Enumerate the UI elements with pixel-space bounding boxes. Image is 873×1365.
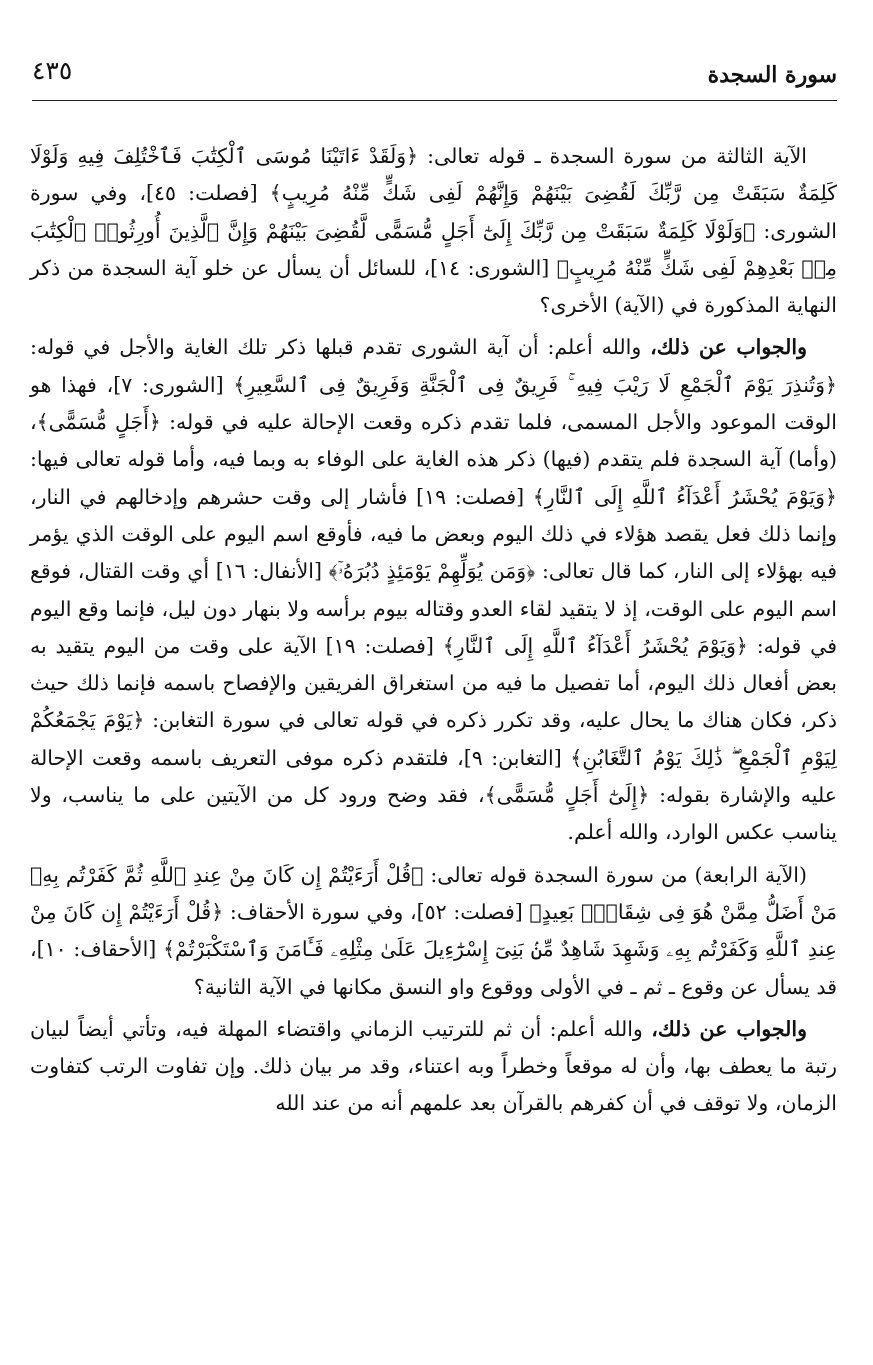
page-header: [32, 48, 837, 101]
paragraph-lead: والجواب عن ذلك،: [651, 1016, 807, 1041]
paragraph: [30, 329, 837, 851]
paragraph: [30, 138, 837, 324]
page-body: [30, 138, 837, 1128]
paragraph-text: الآية الثالثة من سورة السجدة ـ قوله تعالى: ﴿وَلَقَدْ ءَاتَيْنَا مُوسَى ٱلْكِتَٰبَ فَٱخْتُلِفَ فِيهِ وَلَوْلَا كَلِمَةٌ سَبَقَتْ مِن رَّبِّكَ لَقُضِىَ بَيْنَهُمْ وَإِنَّهُمْ لَفِى شَكٍّ مِّنْهُ مُرِيبٍ﴾ [فصلت: ٤٥]، وفي سورة الشورى: ﴿وَلَوْلَا كَلِمَةٌ سَبَقَتْ مِن رَّبِّكَ إِلَىٰٓ أَجَلٍ مُّسَمًّى لَّقُضِىَ بَيْنَهُمْ وَإِنَّ ٱلَّذِينَ أُورِثُوا۟ ٱلْكِتَٰبَ مِنۢ بَعْدِهِمْ لَفِى شَكٍّ مِّنْهُ مُرِيبٍ﴾ [الشورى: ١٤]، للسائل أن يسأل عن خلو آية السجدة من ذكر النهاية المذكورة في (الآية) الأخرى؟: [30, 144, 837, 318]
paragraph-text: والله أعلم: أن ثم للترتيب الزماني واقتضاء المهلة فيه، وتأتي أيضاً لبيان رتبة ما يعطف بها، وأن له موقعاً وخطراً وبه اعتناء، وقد مر بيان ذلك. وإن تفاوت الرتب كتفاوت الزمان، ولا توقف في أن كفرهم بالقرآن بعد علمهم أنه من عند الله: [30, 1016, 837, 1116]
paragraph-text: (الآية الرابعة) من سورة السجدة قوله تعالى: ﴿قُلْ أَرَءَيْتُمْ إِن كَانَ مِنْ عِندِ ٱللَّهِ ثُمَّ كَفَرْتُم بِهِۦ مَنْ أَضَلُّ مِمَّنْ هُوَ فِى شِقَاقٍۭ بَعِيدٍ﴾ [فصلت: ٥٢]، وفي سورة الأحقاف: ﴿قُلْ أَرَءَيْتُمْ إِن كَانَ مِنْ عِندِ ٱللَّهِ وَكَفَرْتُم بِهِۦ وَشَهِدَ شَاهِدٌ مِّنۢ بَنِىٓ إِسْرَٰٓءِيلَ عَلَىٰ مِثْلِهِۦ فَـَٔامَنَ وَٱسْتَكْبَرْتُمْ﴾ [الأحقاف: ١٠]، قد يسأل عن وقوع ـ ثم ـ في الأولى ووقوع واو النسق مكانها في الآية الثانية؟: [30, 862, 838, 999]
running-title: سورة السجدة: [707, 62, 837, 88]
paragraph: [30, 857, 837, 1006]
paragraph: [30, 1011, 837, 1123]
paragraph-lead: والجواب عن ذلك،: [650, 335, 807, 360]
page-number: ٤٣٥: [32, 56, 73, 85]
paragraph-text: والله أعلم: أن آية الشورى تقدم قبلها ذكر تلك الغاية والأجل في قوله: ﴿وَتُنذِرَ يَوْمَ ٱلْجَمْعِ لَا رَيْبَ فِيهِ ۚ فَرِيقٌ فِى ٱلْجَنَّةِ وَفَرِيقٌ فِى ٱلسَّعِيرِ﴾ [الشورى: ٧]، فهذا هو الوقت الموعود والأجل المسمى، فلما تقدم ذكره وقعت الإحالة عليه في قوله: ﴿أَجَلٍ مُّسَمًّى﴾، (وأما) آية السجدة فلم يتقدم (فيها) ذكر هذه الغاية على الوفاء به وبما فيه، وأما قوله تعالى فيها: ﴿وَيَوْمَ يُحْشَرُ أَعْدَآءُ ٱللَّهِ إِلَى ٱلنَّارِ﴾ [فصلت: ١٩] فأشار إلى وقت حشرهم وإدخالهم في النار، وإنما ذلك فعل يقصد هؤلاء في ذلك اليوم وبعض ما فيه، فأوقع اسم اليوم على الوقت الذي يؤمر فيه بهؤلاء إلى النار، كما قال تعالى: ﴿وَمَن يُوَلِّهِمْ يَوْمَئِذٍ دُبُرَهُۥٓ﴾ [الأنفال: ١٦] أي وقت القتال، فوقع اسم اليوم على الوقت، إذ لا يتقيد لقاء العدو وقتاله بيوم برأسه ولا بنهار دون ليل، فإنما وقع اليوم في قوله: ﴿وَيَوْمَ يُحْشَرُ أَعْدَآءُ ٱللَّهِ إِلَى ٱلنَّارِ﴾ [فصلت: ١٩] الآية على وقت من اليوم يتقيد به بعض أفعال ذلك اليوم، أما تفصيل ما فيه من استغراق الفريقين والإفصاح باسمه فإنما ذلك حيث ذكر، فكان هناك ما يحال عليه، وقد تكرر ذكره في قوله تعالى في سورة التغابن: ﴿يَوْمَ يَجْمَعُكُمْ لِيَوْمِ ٱلْجَمْعِ ۖ ذَٰلِكَ يَوْمُ ٱلتَّغَابُنِ﴾ [التغابن: ٩]، فلتقدم ذكره موفى التعريف باسمه وقعت الإحالة عليه والإشارة بقوله: ﴿إِلَىٰٓ أَجَلٍ مُّسَمًّى﴾، فقد وضح ورود كل من الآيتين على ما يناسب، ولا يناسب عكس الوارد، والله أعلم.: [30, 335, 838, 845]
